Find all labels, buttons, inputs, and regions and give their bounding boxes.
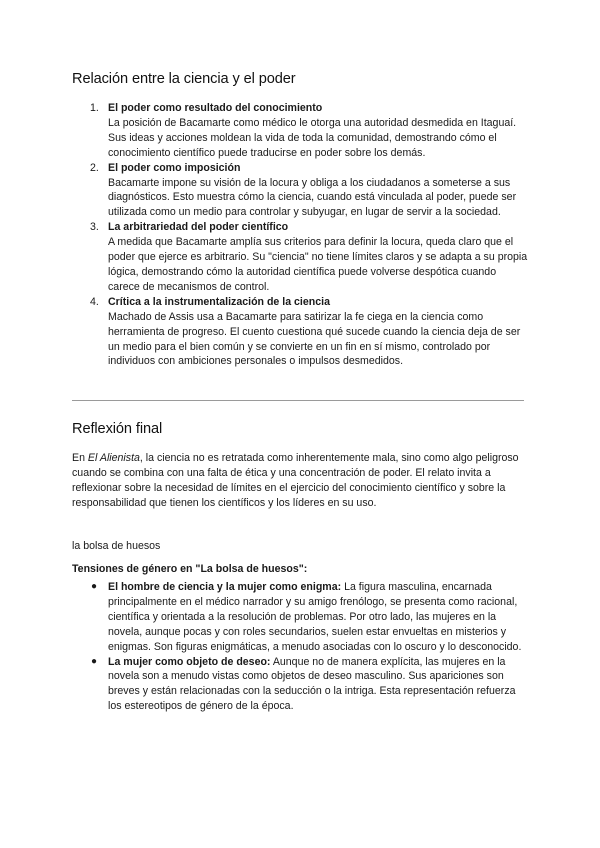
bullet-icon: ● (91, 581, 98, 592)
reflexion-text: , la ciencia no es retratada como inherentemente mala, sino como algo peligroso cuando se combina con una falta de ética y una concentración de poder. El relato invita a reflexionar sobre la necesidad de límites en el ejercicio del conocimiento científico y sobre la responsabilidad que tienen los científicos y los líderes en su uso. (72, 452, 519, 509)
bullet-icon: ● (91, 655, 98, 667)
list-item (90, 220, 530, 295)
section-heading-relacion: Relación entre la ciencia y el poder (72, 71, 296, 87)
list-number: 2. (90, 161, 99, 174)
list-item (90, 161, 530, 221)
list-item-body: La posición de Bacamarte como médico le otorga una autoridad desmedida en Itaguaí. Sus ideas y acciones moldean la vida de toda la comunidad, demostrando cómo el conocimiento científico puede traducirse en poder sobre los demás. (108, 116, 517, 159)
list-item-title: El poder como imposición (108, 161, 241, 174)
list-number: 4. (90, 295, 99, 308)
book-title: El Alienista (87, 452, 140, 464)
bolsa-label: la bolsa de huesos (72, 540, 161, 552)
list-item-title: Crítica a la instrumentalización de la ciencia (108, 295, 330, 308)
list-item-body: Bacamarte impone su visión de la locura y obliga a los ciudadanos a someterse a sus diagnósticos. Esto muestra cómo la ciencia, cuando está vinculada al poder, puede ser utilizada como un medio para controlar y subyugar, en lugar de servir a la sociedad. (108, 176, 517, 219)
list-number: 1. (90, 102, 99, 114)
list-item (90, 295, 530, 370)
list-item (90, 101, 530, 161)
list-item-body: Machado de Assis usa a Bacamarte para satirizar la fe ciega en la ciencia como herramienta de progreso. El cuento cuestiona qué sucede cuando la ciencia deja de ser un medio para el bien común y se convierte en un fin en sí mismo, controlado por individuos con ambiciones personales o impulsos desmedidos. (108, 310, 521, 368)
numbered-list (90, 101, 530, 369)
bullet-item-body: La figura masculina, encarnada principalmente en el médico narrador y su amigo frenólogo, se presenta como racional, científica y orientada a la resolución de problemas. Por otro lado, las mujeres en la novela, aunque pocas y con roles secundarios, suelen estar envueltas en misterios y enigmas. Son figuras enigmáticas, a menudo asociadas con lo oscuro y lo desconocido. (108, 581, 522, 653)
tensiones-heading: Tensiones de género en "La bolsa de huesos": (72, 563, 308, 575)
list-item-title: El poder como resultado del conocimiento (108, 102, 323, 114)
reflexion-paragraph (72, 451, 530, 511)
bullet-item-title: El hombre de ciencia y la mujer como enigma: (108, 581, 342, 593)
reflexion-prefix: En (72, 452, 88, 464)
list-item (90, 655, 530, 715)
bullet-item-body: Aunque no de manera explícita, las mujeres en la novela son a menudo vistas como objetos de deseo masculino. Sus apariciones son breves y están relacionadas con la seducción o la intriga. Esta representación refuerza los estereotipos de género de la época. (108, 655, 516, 713)
list-item (90, 580, 530, 655)
list-number: 3. (90, 221, 99, 234)
list-item-body: A medida que Bacamarte amplía sus criterios para definir la locura, queda claro que el poder que ejerce es arbitrario. Su "ciencia" no tiene límites claros y se adapta a su propia lógica, demostrando cómo la autoridad científica puede volverse despótica cuando carece de mecanismos de control. (108, 236, 528, 293)
section-heading-reflexion: Reflexión final (72, 421, 163, 437)
bullet-list (90, 580, 530, 714)
bullet-item-title: La mujer como objeto de deseo: (108, 655, 271, 668)
horizontal-divider (72, 400, 524, 401)
list-item-title: La arbitrariedad del poder científico (108, 221, 289, 234)
